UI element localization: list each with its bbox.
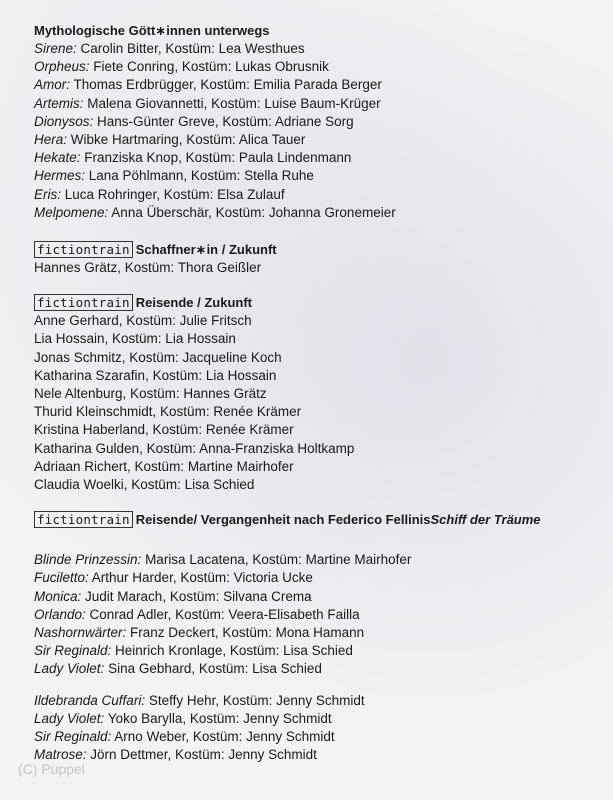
travelers-future-title: Reisende / Zukunft [135, 295, 253, 311]
cast-entry [34, 710, 609, 728]
travelers-future-header [34, 293, 609, 312]
fictiontrain-tag: fictiontrain [34, 511, 133, 528]
cast-entry [34, 746, 609, 764]
mythological-section [34, 22, 609, 222]
performer-and-costume: Marisa Lacatena, Kostüm: Martine Mairhofer [141, 552, 412, 568]
spacer [34, 529, 609, 551]
performer-and-costume: Fiete Conring, Kostüm: Lukas Obrusnik [89, 59, 329, 75]
cast-entry [34, 204, 609, 222]
mythological-heading: Mythologische Gött∗innen unterwegs [34, 23, 270, 38]
fictiontrain-tag: fictiontrain [34, 294, 133, 311]
performer-and-costume: Arthur Harder, Kostüm: Victoria Ucke [88, 570, 313, 586]
cast-entry: Thurid Kleinschmidt, Kostüm: Renée Krämer [34, 404, 302, 420]
role-name: Ildebranda Cuffari: [34, 692, 146, 708]
travelers-past-section [34, 510, 609, 764]
role-name: Lady Violet: [34, 661, 105, 677]
cast-entry: Lia Hossain, Kostüm: Lia Hossain [34, 331, 236, 347]
cast-entry [34, 692, 609, 710]
performer-and-costume: Carolin Bitter, Kostüm: Lea Westhues [76, 41, 305, 56]
cast-entry: Claudia Woelki, Kostüm: Lisa Schied [34, 477, 255, 493]
role-name: Orpheus: [34, 59, 90, 75]
travelers-future-list [34, 312, 609, 494]
cast-entry [34, 551, 609, 569]
cast-entry: Jonas Schmitz, Kostüm: Jacqueline Koch [34, 349, 282, 365]
performer-and-costume: Franz Deckert, Kostüm: Mona Hamann [126, 625, 365, 641]
role-name: Blinde Prinzessin: [34, 552, 142, 568]
travelers-past-list-1 [34, 551, 609, 678]
performer-and-costume: Hans-Günter Greve, Kostüm: Adriane Sorg [93, 113, 354, 129]
role-name: Matrose: [34, 747, 87, 763]
performer-and-costume: Steffy Hehr, Kostüm: Jenny Schmidt [145, 692, 365, 708]
role-name: Fuciletto: [34, 570, 89, 586]
performer-and-costume: Malena Giovannetti, Kostüm: Luise Baum-Krüger [83, 95, 381, 111]
cast-entry [34, 131, 609, 149]
cast-entry: Katharina Gulden, Kostüm: Anna-Franziska Holtkamp [34, 440, 355, 456]
performer-and-costume: Jörn Dettmer, Kostüm: Jenny Schmidt [86, 747, 317, 763]
cast-entry [34, 642, 609, 660]
spacer [34, 679, 609, 692]
travelers-past-list-2 [34, 692, 609, 765]
cast-entry [34, 76, 609, 94]
cast-entry [34, 606, 609, 624]
cast-entry: Nele Altenburg, Kostüm: Hannes Grätz [34, 386, 267, 402]
cast-entry [34, 95, 609, 113]
travelers-past-title-italic: Schiff der Träume [430, 512, 541, 528]
cast-entry [34, 660, 609, 678]
travelers-past-header [34, 510, 609, 529]
role-name: Hera: [34, 132, 68, 148]
cast-entry [34, 569, 609, 587]
role-name: Orlando: [34, 606, 86, 622]
conductor-section [34, 240, 609, 277]
performer-and-costume: Conrad Adler, Kostüm: Veera-Elisabeth Failla [85, 606, 360, 622]
conductor-list [34, 259, 609, 277]
conductor-header [34, 240, 609, 259]
role-name: Hermes: [34, 168, 86, 184]
role-name: Dionysos: [34, 113, 94, 129]
fictiontrain-tag: fictiontrain [34, 241, 133, 258]
performer-and-costume: Wibke Hartmaring, Kostüm: Alica Tauer [67, 132, 306, 148]
cast-entry: Hannes Grätz, Kostüm: Thora Geißler [34, 260, 262, 276]
travelers-future-section [34, 293, 609, 494]
role-name: Hekate: [34, 150, 81, 166]
cast-list [34, 22, 609, 765]
cast-entry [34, 149, 609, 167]
role-name: Lady Violet: [34, 710, 105, 726]
cast-entry [34, 40, 609, 58]
role-name: Sirene: [34, 41, 77, 56]
performer-and-costume: Thomas Erdbrügger, Kostüm: Emilia Parada Berger [70, 77, 382, 93]
role-name: Eris: [34, 186, 61, 202]
cast-entry: Katharina Szarafin, Kostüm: Lia Hossain [34, 367, 277, 383]
performer-and-costume: Luca Rohringer, Kostüm: Elsa Zulauf [61, 186, 285, 202]
cast-entry [34, 186, 609, 204]
cast-entry [34, 167, 609, 185]
cast-entry [34, 624, 609, 642]
cast-entry [34, 728, 609, 746]
role-name: Amor: [34, 77, 71, 93]
travelers-past-title: Reisende/ Vergangenheit nach Federico Fellinis [135, 512, 431, 528]
performer-and-costume: Franziska Knop, Kostüm: Paula Lindenmann [80, 150, 352, 166]
role-name: Sir Reginald: [34, 729, 112, 745]
watermark: (C) Puppel [18, 761, 85, 777]
cast-entry [34, 58, 609, 76]
cast-entry: Anne Gerhard, Kostüm: Julie Fritsch [34, 313, 252, 329]
cast-entry: Adriaan Richert, Kostüm: Martine Mairhofer [34, 458, 294, 474]
role-name: Monica: [34, 588, 82, 604]
performer-and-costume: Arno Weber, Kostüm: Jenny Schmidt [111, 729, 335, 745]
performer-and-costume: Sina Gebhard, Kostüm: Lisa Schied [104, 661, 322, 677]
cast-entry: Kristina Haberland, Kostüm: Renée Krämer [34, 422, 294, 438]
cast-entry [34, 588, 609, 606]
performer-and-costume: Heinrich Kronlage, Kostüm: Lisa Schied [111, 643, 353, 659]
role-name: Sir Reginald: [34, 643, 112, 659]
performer-and-costume: Yoko Barylla, Kostüm: Jenny Schmidt [104, 710, 332, 726]
conductor-title: Schaffner∗in / Zukunft [135, 242, 277, 258]
role-name: Artemis: [34, 95, 84, 111]
performer-and-costume: Judit Marach, Kostüm: Silvana Crema [81, 588, 312, 604]
performer-and-costume: Anna Überschär, Kostüm: Johanna Gronemeier [108, 204, 396, 220]
cast-entry [34, 113, 609, 131]
performer-and-costume: Lana Pöhlmann, Kostüm: Stella Ruhe [85, 168, 314, 184]
role-name: Nashornwärter: [34, 625, 127, 641]
role-name: Melpomene: [34, 204, 109, 220]
mythological-list [34, 40, 609, 222]
